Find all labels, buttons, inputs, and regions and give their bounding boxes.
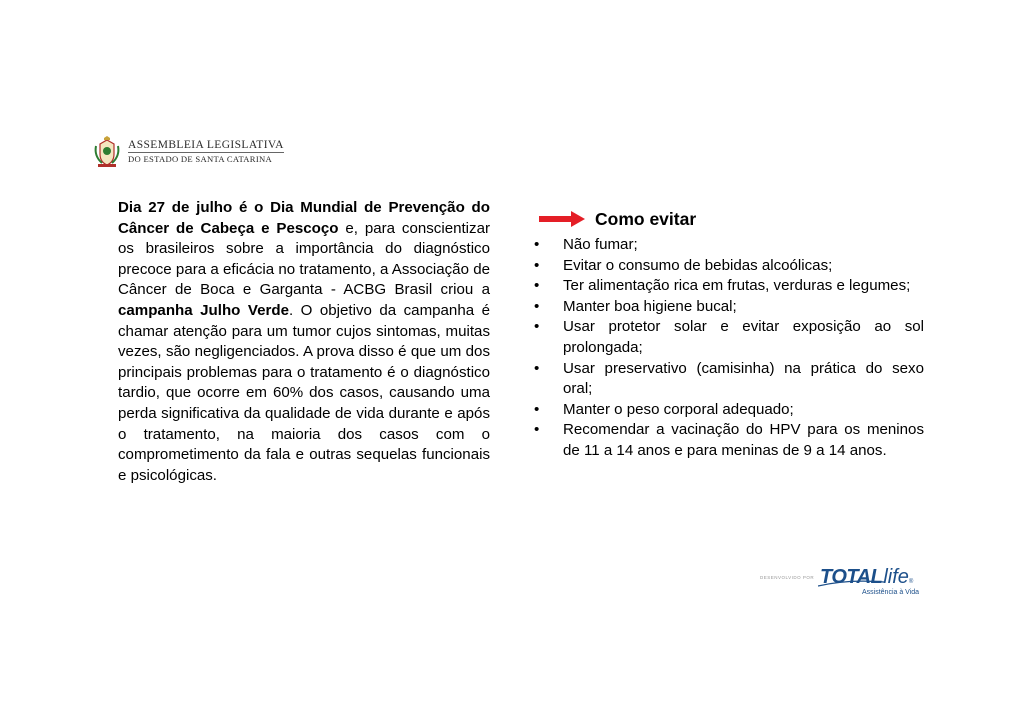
prevention-list: [532, 235, 924, 462]
bullet-icon: •: [534, 277, 540, 295]
bullet-icon: •: [534, 359, 540, 377]
swoosh-icon: [818, 579, 884, 587]
registered-mark: ®: [908, 579, 914, 585]
bullet-icon: •: [534, 297, 540, 315]
org-subtitle: DO ESTADO DE SANTA CATARINA: [128, 154, 273, 165]
list-item: • Não fumar;: [532, 235, 924, 256]
assembly-logo: [92, 136, 284, 168]
brand-life: life: [883, 566, 909, 588]
list-item: • Manter o peso corporal adequado;: [532, 400, 924, 421]
bullet-icon: •: [534, 421, 540, 439]
list-item: • Usar protetor solar e evitar exposição ao sol prolongada;: [534, 318, 924, 356]
brand-total: TOTAL: [820, 566, 883, 588]
red-arrow-icon: [539, 211, 585, 227]
list-item: • Recomendar a vacinação do HPV para os meninos de 11 a 14 anos e para meninas de 9 a 14 anos.: [534, 421, 924, 459]
list-item: • Manter boa higiene bucal;: [532, 297, 924, 318]
list-item: • Evitar o consumo de bebidas alcoólicas;: [532, 256, 924, 277]
intro-bold-title: Dia 27 de julho é o Dia Mundial de Prevenção do Câncer de Cabeça e Pescoço: [118, 199, 490, 237]
bullet-icon: •: [534, 400, 540, 418]
prevention-section: [532, 206, 924, 462]
state-crest-icon: [92, 136, 122, 168]
prevention-heading-row: [532, 206, 924, 232]
intro-paragraph: [118, 198, 490, 486]
intro-text-b: . O objetivo da campanha é chamar atenção para um tumor cujos sintomas, muitas vezes, são negligenciados. A prova disso é que um dos principais problemas para o tratamento é o diagnóstico tardio, que ocorre em 60% dos casos, causando uma perda significativa da qualidade de vida durante e após o tratamento, na maioria dos casos com o comprometimento da fala e outras sequelas funcionais e psicológicas.: [118, 301, 490, 484]
totallife-logo: [760, 566, 930, 602]
org-name: ASSEMBLEIA LEGISLATIVA: [128, 140, 284, 154]
developed-by-label: DESENVOLVIDO POR: [760, 575, 815, 580]
bullet-icon: •: [534, 256, 540, 274]
intro-text-a: e, para conscientizar os brasileiros sobre a importância do diagnóstico precoce para a eficácia no tratamento, a Associação de Câncer de Boca e Garganta - ACBG Brasil criou a: [118, 219, 490, 299]
list-item: • Ter alimentação rica em frutas, verduras e legumes;: [532, 276, 924, 297]
bullet-icon: •: [534, 318, 540, 336]
brand-tagline: Assistência à Vida: [862, 589, 920, 596]
list-item: • Usar preservativo (camisinha) na prática do sexo oral;: [534, 359, 924, 398]
campaign-name: campanha Julho Verde: [118, 301, 289, 319]
prevention-heading: Como evitar: [595, 208, 697, 229]
bullet-icon: •: [534, 236, 540, 253]
